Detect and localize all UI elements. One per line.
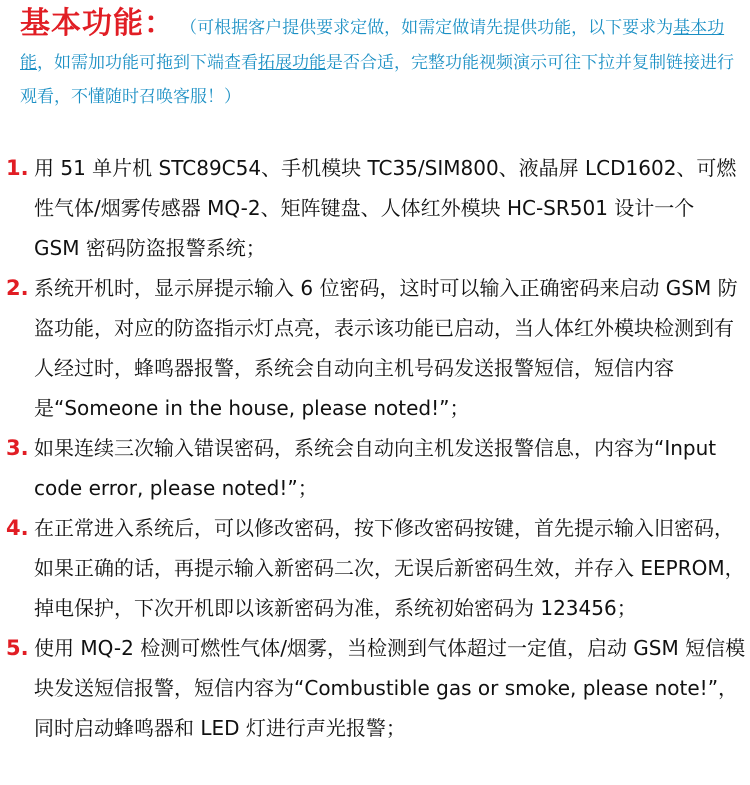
page-title: 基本功能 xyxy=(20,6,144,41)
list-item xyxy=(6,508,746,628)
item-text: 在正常进入系统后，可以修改密码，按下修改密码按键，首先提示输入旧密码，如果正确的话，再提示输入新密码二次，无误后新密码生效，并存入 EEPROM，掉电保护，下次开机即以该新密码为准，系统初始密码为 123456； xyxy=(34,516,745,620)
feature-list xyxy=(6,148,746,748)
basic-features-link[interactable]: 基本功能 xyxy=(20,18,725,73)
list-item xyxy=(6,428,746,508)
list-item xyxy=(6,628,746,748)
item-text: 使用 MQ-2 检测可燃性气体/烟雾，当检测到气体超过一定值，启动 GSM 短信模块发送短信报警，短信内容为“Combustible gas or smoke, please note!”，同时启动蜂鸣器和 LED 灯进行声光报警； xyxy=(34,636,746,740)
item-number: 1. xyxy=(6,156,29,180)
item-number: 5. xyxy=(6,636,29,660)
list-item xyxy=(6,268,746,428)
item-text: 系统开机时，显示屏提示输入 6 位密码，这时可以输入正确密码来启动 GSM 防盗功能，对应的防盗指示灯点亮，表示该功能已启动，当人体红外模块检测到有人经过时，蜂鸣器报警，系统会自动向主机号码发送报警短信，短信内容是“Someone in the house, please noted!”； xyxy=(34,276,738,420)
item-text: 如果连续三次输入错误密码，系统会自动向主机发送报警信息，内容为“Input code error, please noted!”； xyxy=(34,436,717,500)
title-colon: ： xyxy=(144,6,175,41)
intro-part-1: （可根据客户提供要求定做，如需定做请先提供功能，以下要求为 xyxy=(180,18,674,38)
item-number: 2. xyxy=(6,276,29,300)
extended-features-link[interactable]: 拓展功能 xyxy=(258,53,326,73)
intro-part-2: ，如需加功能可拖到下端查看 xyxy=(37,53,258,73)
list-item xyxy=(6,148,746,268)
item-text: 用 51 单片机 STC89C54、手机模块 TC35/SIM800、液晶屏 LCD1602、可燃性气体/烟雾传感器 MQ-2、矩阵键盘、人体红外模块 HC-SR501 设计一个 GSM 密码防盗报警系统； xyxy=(34,156,737,260)
intro-part-3: 是否合适，完整功能视频演示可往下拉并复制链接进行观看，不懂随时召唤客服！） xyxy=(20,53,734,107)
header xyxy=(20,2,746,114)
item-number: 4. xyxy=(6,516,29,540)
item-number: 3. xyxy=(6,436,29,460)
